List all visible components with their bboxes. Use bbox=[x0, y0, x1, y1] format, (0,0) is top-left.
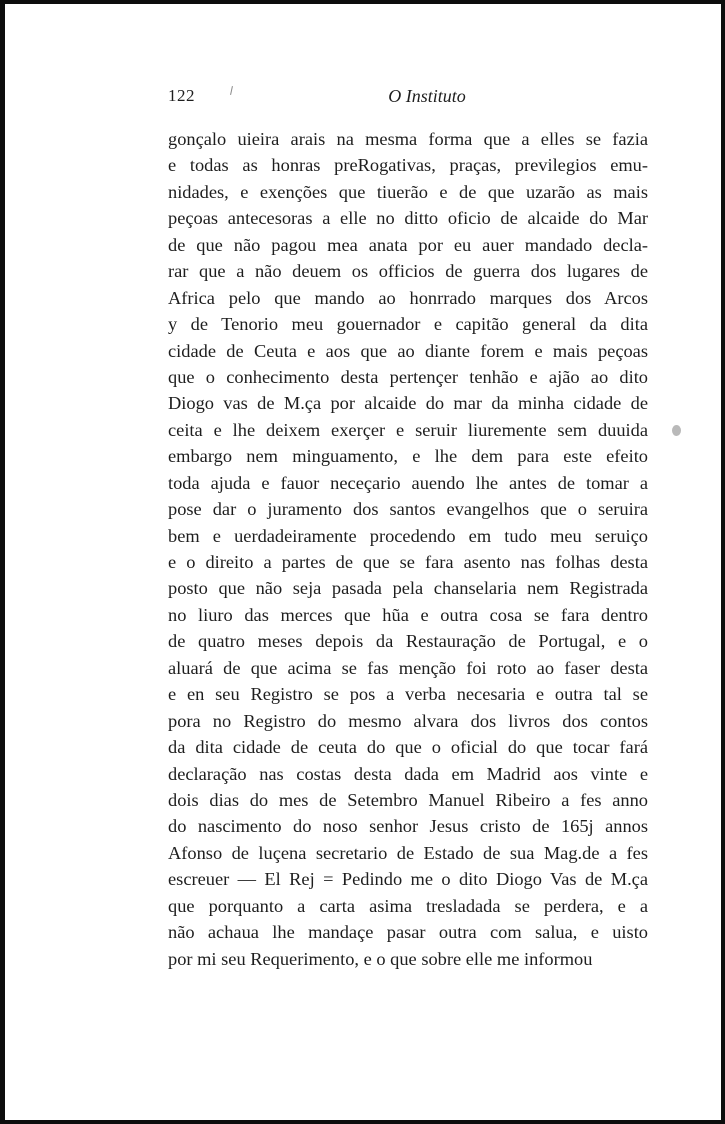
text-line: ceita e lhe deixem exerçer e seruir liuremente sem duuida bbox=[168, 419, 648, 440]
text-line: pose dar o juramento dos santos evangelhos que o seruira bbox=[168, 499, 648, 520]
text-line: e todas as honras preRogativas, praças, previlegios emu- bbox=[168, 155, 648, 176]
text-line: e o direito a partes de que se fara asento nas folhas desta bbox=[168, 552, 648, 572]
text-line: dois dias do mes de Setembro Manuel Ribeiro a fes anno bbox=[168, 789, 648, 810]
page-header bbox=[168, 86, 648, 110]
text-line: do nascimento do noso senhor Jesus cristo de 165j annos bbox=[168, 816, 648, 837]
paper-speck bbox=[672, 425, 681, 436]
text-line: posto que não seja pasada pela chanselaria nem Registrada bbox=[168, 578, 648, 599]
text-line: nidades, e exenções que tiuerão e de que uzarão as mais bbox=[168, 181, 648, 202]
text-line: da dita cidade de ceuta do que o oficial do que tocar fará bbox=[168, 737, 648, 758]
body-text bbox=[168, 126, 648, 972]
text-line: escreuer — El Rej = Pedindo me o dito Diogo Vas de M.ça bbox=[168, 869, 648, 890]
text-line: toda ajuda e fauor neceçario auendo lhe antes de tomar a bbox=[168, 472, 648, 493]
text-line: y de Tenorio meu gouernador e capitão general da dita bbox=[168, 314, 648, 335]
text-line: e en seu Registro se pos a verba necesaria e outra tal se bbox=[168, 684, 648, 705]
page-number: 122 bbox=[168, 86, 195, 105]
text-line: rar que a não deuem os officios de guerra dos lugares de bbox=[168, 261, 648, 282]
text-line: de quatro meses depois da Restauração de Portugal, e o bbox=[168, 631, 648, 652]
text-line: aluará de que acima se fas menção foi roto ao faser desta bbox=[168, 657, 648, 678]
text-line: Afonso de luçena secretario de Estado de sua Mag.de a fes bbox=[168, 842, 648, 863]
text-line: por mi seu Requerimento, e o que sobre elle me informou bbox=[168, 948, 593, 969]
text-line: pora no Registro do mesmo alvara dos livros dos contos bbox=[168, 710, 648, 731]
text-line: Diogo vas de M.ça por alcaide do mar da minha cidade de bbox=[168, 393, 648, 414]
text-line: no liuro das merces que hũa e outra cosa se fara dentro bbox=[168, 604, 648, 625]
text-line: embargo nem minguamento, e lhe dem para este efeito bbox=[168, 446, 648, 467]
text-line: de que não pagou mea anata por eu auer mandado decla- bbox=[168, 234, 648, 255]
text-line: declaração nas costas desta dada em Madrid aos vinte e bbox=[168, 763, 648, 784]
text-line: Africa pelo que mando ao honrrado marques dos Arcos bbox=[168, 287, 648, 308]
text-line: não achaua lhe mandaçe pasar outra com salua, e uisto bbox=[168, 922, 648, 943]
text-line: que porquanto a carta asima tresladada se perdera, e a bbox=[168, 895, 648, 916]
text-line: gonçalo uieira arais na mesma forma que a elles se fazia bbox=[168, 129, 648, 149]
text-line: bem e uerdadeiramente procedendo em tudo meu seruiço bbox=[168, 525, 648, 546]
running-title: O Instituto bbox=[388, 86, 466, 106]
text-line: cidade de Ceuta e aos que ao diante forem e mais peçoas bbox=[168, 340, 648, 361]
text-line: peçoas antecesoras a elle no ditto oficio de alcaide do Mar bbox=[168, 208, 648, 229]
text-line: que o conhecimento desta pertençer tenhão e ajão ao dito bbox=[168, 366, 648, 387]
